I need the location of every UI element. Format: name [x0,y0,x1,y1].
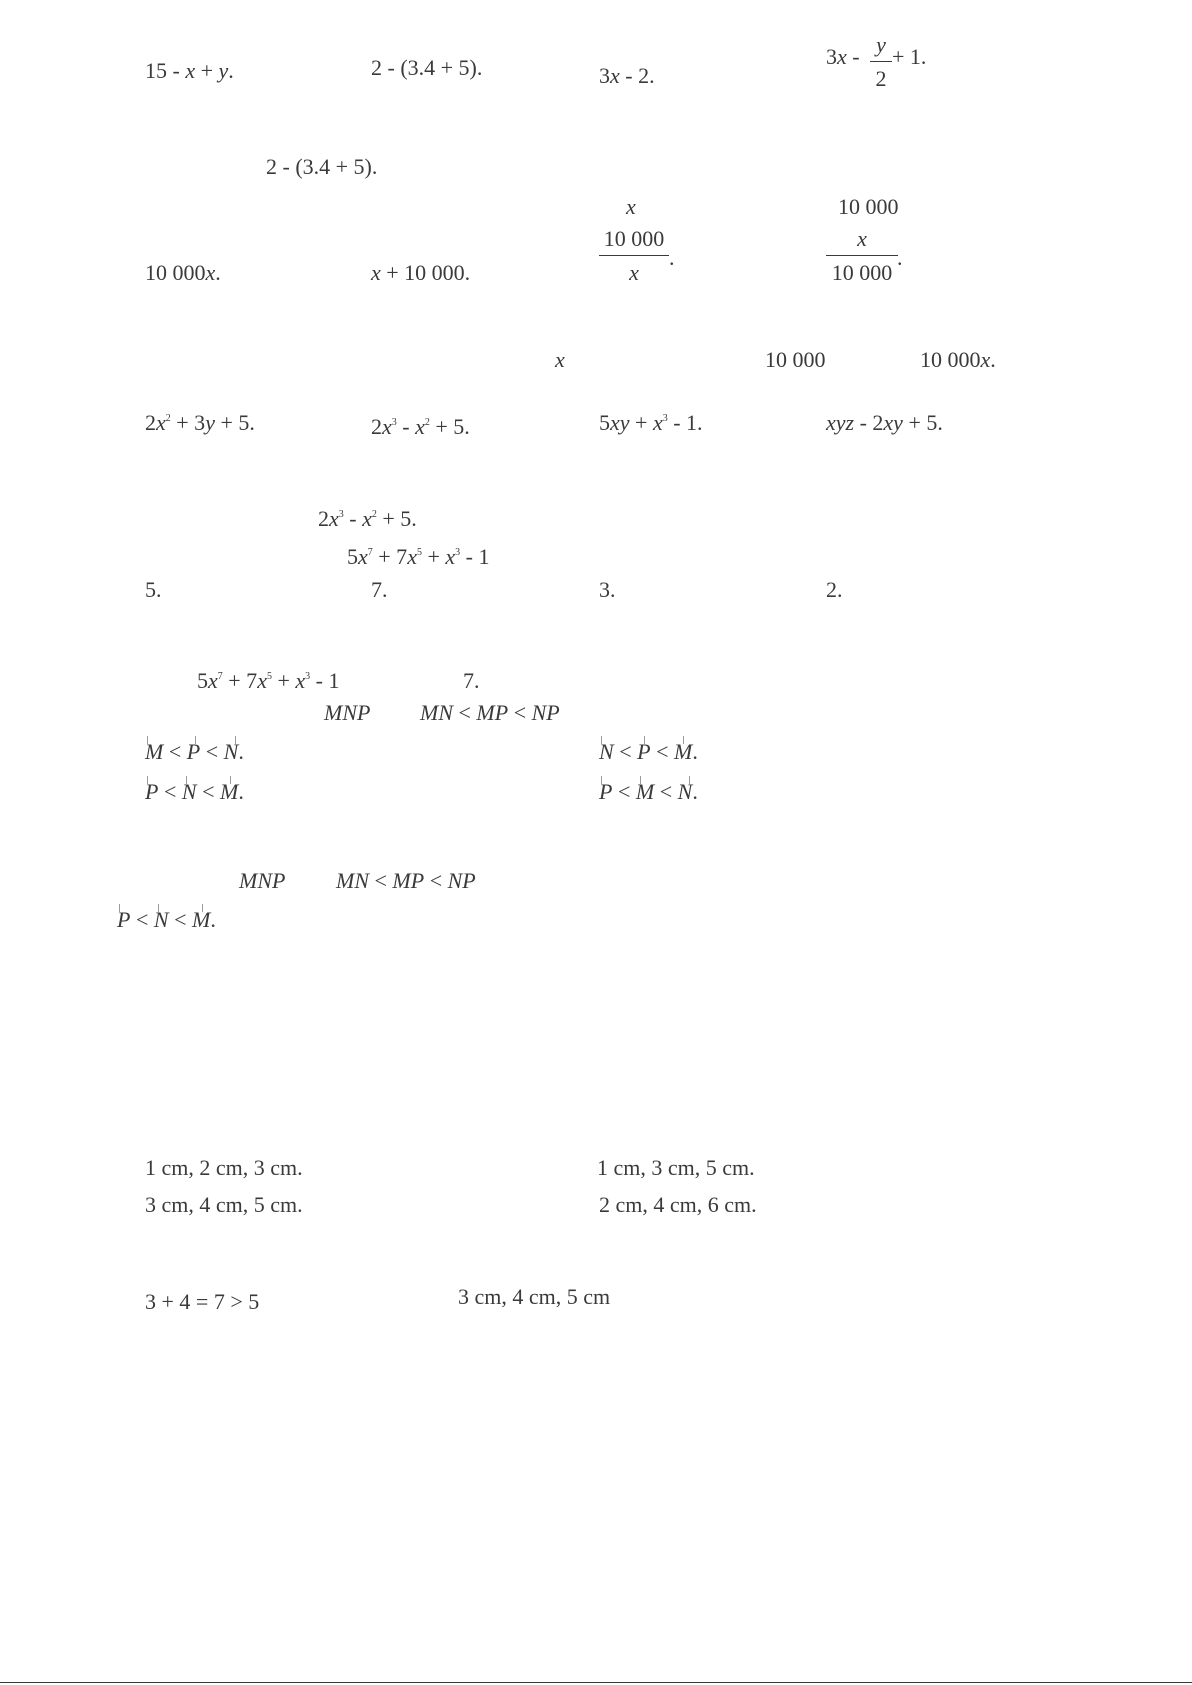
q2-d-tail [897,246,903,270]
fraction-bar [826,255,898,256]
q5-op: < [168,907,192,932]
q3-c-coef: 5 [599,410,610,435]
q4-d-text: 2. [826,577,843,602]
q3-ans-var2: x [362,506,372,531]
q4-ans-exp: 5 [266,671,272,682]
q5-answer [117,908,216,932]
q6-answer [458,1285,610,1309]
q1-answer-text: 2 - (3.4 + 5). [266,154,378,179]
q4-var: x [445,544,456,569]
q5-angle: M [635,779,655,804]
q4-c-text: 3. [599,577,616,602]
q3-d-end: + 5. [902,410,943,435]
q5-triangle-name: MNP [324,700,371,725]
q2-a-end: . [215,260,221,285]
q6-check-text: 3 + 4 = 7 > 5 [145,1289,260,1314]
q5-side: MP [476,700,509,725]
q1-option-d-tail [892,45,926,69]
q5-option-c [145,780,244,804]
q3-ans-end: + 5. [376,506,417,531]
q2-c-tail [669,246,675,270]
q5-answer-condition [336,869,476,893]
q3-option-b [371,415,470,439]
q5-side: MN [336,868,369,893]
fraction-bar [870,61,892,62]
q2-explain-var: x [555,347,565,372]
q3-d-var: xyz [826,410,855,435]
q5-angle: M [145,739,164,764]
q4-ans-value: 7. [463,668,480,693]
q1-c-var: x [610,63,620,88]
q3-ans-var: x [329,506,339,531]
q5-op: < [613,739,638,764]
q3-d-var2: xy [883,410,903,435]
q5-answer-triangle [239,869,285,893]
q3-a-end: + 5. [214,410,255,435]
q4-ans-term: + 7 [222,668,258,693]
q2-option-b [371,261,470,285]
q5-op: < [163,739,187,764]
q5-angle: P [637,739,651,764]
q1-d-frac-num: y [876,32,886,57]
q3-a-exp: 2 [165,413,171,424]
q5-op: < [453,700,477,725]
q4-exp: 7 [367,547,373,558]
q4-exp: 5 [416,547,422,558]
q4-var: x [407,544,417,569]
q5-op: < [130,907,154,932]
q4-ans-term: - 1 [310,668,340,693]
q5-end: . [238,779,244,804]
q2-c-frac-den: x [629,260,639,285]
q4-option-a [145,578,162,602]
q1-option-b [371,56,482,80]
q5-angle: N [599,739,614,764]
q3-a-term: + 3 [170,410,206,435]
q5-op: < [508,700,532,725]
q1-d-op: - [846,44,860,69]
q6-option-d [599,1193,757,1217]
q6-answer-text: 3 cm, 4 cm, 5 cm [458,1284,611,1309]
q2-a-num: 10 000 [145,260,206,285]
q5-angle: M [673,739,693,764]
q2-explain-number: 10 000 [765,347,826,372]
q3-d-term: - 2 [854,410,884,435]
q3-c-var: xy [610,410,630,435]
q4-term: + 7 [372,544,408,569]
q2-result-end: . [990,347,996,372]
q5-side: NP [531,700,560,725]
page-bottom-rule [0,1682,1192,1683]
q5-end: . [692,739,698,764]
q5-side: MN [420,700,453,725]
q4-term: - 1 [460,544,490,569]
q3-a-var2: y [205,410,215,435]
q2-var-x: x [626,194,636,219]
q3-c-exp: 3 [662,413,668,424]
q5-angle: P [599,779,613,804]
q6-a-text: 1 cm, 2 cm, 3 cm. [145,1155,303,1180]
q2-c-frac-num: 10 000 [603,226,665,251]
q5-angle: P [145,779,159,804]
q5-side: MP [392,868,425,893]
q1-option-d-lead [826,45,860,69]
angle-mark [147,736,148,744]
q1-option-c [599,64,655,88]
q5-angle: M [191,907,211,932]
angle-mark [119,904,120,912]
q2-d-frac-num: x [857,226,867,251]
q3-b-op: - [396,414,416,439]
angle-mark [601,736,602,744]
q4-ans-exp: 7 [217,671,223,682]
q1-answer [266,155,377,179]
angle-mark [202,904,203,912]
q5-op: < [654,779,678,804]
q3-ans-exp: 3 [338,509,344,520]
fraction-bar [599,255,669,256]
q4-ans-var: x [208,668,218,693]
q3-option-d [826,411,943,435]
q2-number: 10 000 [838,194,899,219]
q3-b-exp: 3 [391,417,397,428]
q4-option-b [371,578,388,602]
q5-op: < [200,739,224,764]
q1-c-part: 3 [599,63,610,88]
q6-option-c [145,1193,303,1217]
q1-a-part: 15 - [145,58,186,83]
q2-d-dot: . [897,245,903,270]
q5-condition [420,701,560,725]
q6-option-a [145,1156,303,1180]
q6-c-text: 3 cm, 4 cm, 5 cm. [145,1192,303,1217]
q3-option-a [145,411,255,435]
q2-explain-result [920,348,996,372]
q4-ans-var: x [257,668,267,693]
q3-ans-op: - [343,506,363,531]
q1-a-part: . [228,58,234,83]
q1-b-text: 2 - (3.4 + 5). [371,55,483,80]
q6-check [145,1290,259,1314]
q1-c-part: - 2. [619,63,655,88]
q2-explain-x [555,348,565,372]
q5-op: < [424,868,448,893]
q2-d-frac-den: 10 000 [831,260,893,285]
q5-side: NP [447,868,476,893]
q1-d-tail: + 1. [892,44,927,69]
q1-d-coef: 3 [826,44,837,69]
q4-exp: 3 [455,547,461,558]
q1-a-var: x [185,58,196,83]
angle-mark [186,776,187,784]
angle-mark [158,904,159,912]
q1-d-var: x [837,44,847,69]
q3-ans-exp2: 2 [371,509,377,520]
angle-mark [689,776,690,784]
q5-op: < [369,868,393,893]
q3-a-var: x [156,410,166,435]
q3-a-coef: 2 [145,410,156,435]
q5-end: . [692,779,698,804]
q3-b-exp2: 2 [424,417,430,428]
q2-option-c [599,227,669,285]
q4-polynomial [347,545,489,569]
q5-angle: P [186,739,201,764]
q5-op: < [612,779,636,804]
q3-option-c [599,411,703,435]
q5-option-d [599,780,698,804]
angle-mark [230,776,231,784]
q3-c-var2: x [652,410,663,435]
angle-mark [195,736,196,744]
q2-explain-n [765,348,826,372]
angle-mark [601,776,602,784]
q4-ans-coef: 5 [197,668,208,693]
q5-angle: N [181,779,197,804]
q4-b-text: 7. [371,577,388,602]
q5-op: < [196,779,220,804]
q4-var: x [358,544,368,569]
q6-b-text: 1 cm, 3 cm, 5 cm. [597,1155,755,1180]
q4-option-c [599,578,616,602]
q3-b-var: x [382,414,392,439]
q2-a-var: x [205,260,216,285]
q2-option-d [826,227,898,285]
q4-answer-value [463,669,480,693]
q5-angle: P [117,907,131,932]
q6-option-b [597,1156,755,1180]
q3-b-end: + 5. [429,414,470,439]
q2-header-n [838,195,899,219]
q3-answer [318,507,417,531]
q5-angle: M [219,779,239,804]
q3-b-var2: x [415,414,425,439]
q5-op: < [650,739,674,764]
q5-angle: N [223,739,239,764]
q4-term: + [421,544,446,569]
angle-mark [147,776,148,784]
q4-ans-var: x [295,668,306,693]
q2-c-dot: . [669,245,675,270]
q3-ans-coef: 2 [318,506,329,531]
q1-a-part: + [195,58,219,83]
q4-coef: 5 [347,544,358,569]
q1-a-var: y [218,58,229,83]
q3-c-op: + [629,410,653,435]
q1-d-frac-den: 2 [875,66,887,91]
angle-mark [235,736,236,744]
q1-d-fraction [870,33,892,91]
q4-option-d [826,578,843,602]
angle-mark [683,736,684,744]
q3-b-coef: 2 [371,414,382,439]
q1-option-a [145,59,234,83]
q5-triangle [324,701,370,725]
q3-c-end: - 1. [667,410,703,435]
q6-d-text: 2 cm, 4 cm, 6 cm. [599,1192,757,1217]
q5-end: . [238,739,244,764]
q2-result-var: x [980,347,991,372]
q2-option-a [145,261,221,285]
q4-a-text: 5. [145,577,162,602]
angle-mark [644,736,645,744]
q4-ans-exp: 3 [305,671,311,682]
angle-mark [640,776,641,784]
q2-result-num: 10 000 [920,347,981,372]
q4-answer-poly [197,669,339,693]
q5-end: . [210,907,216,932]
q5-angle: N [153,907,169,932]
q4-ans-term: + [271,668,296,693]
q5-angle: N [677,779,693,804]
q5-op: < [158,779,182,804]
q2-b-rest: + 10 000. [380,260,471,285]
q5-answer-triangle-name: MNP [239,868,286,893]
q2-b-var: x [371,260,381,285]
q2-header-x [626,195,636,219]
